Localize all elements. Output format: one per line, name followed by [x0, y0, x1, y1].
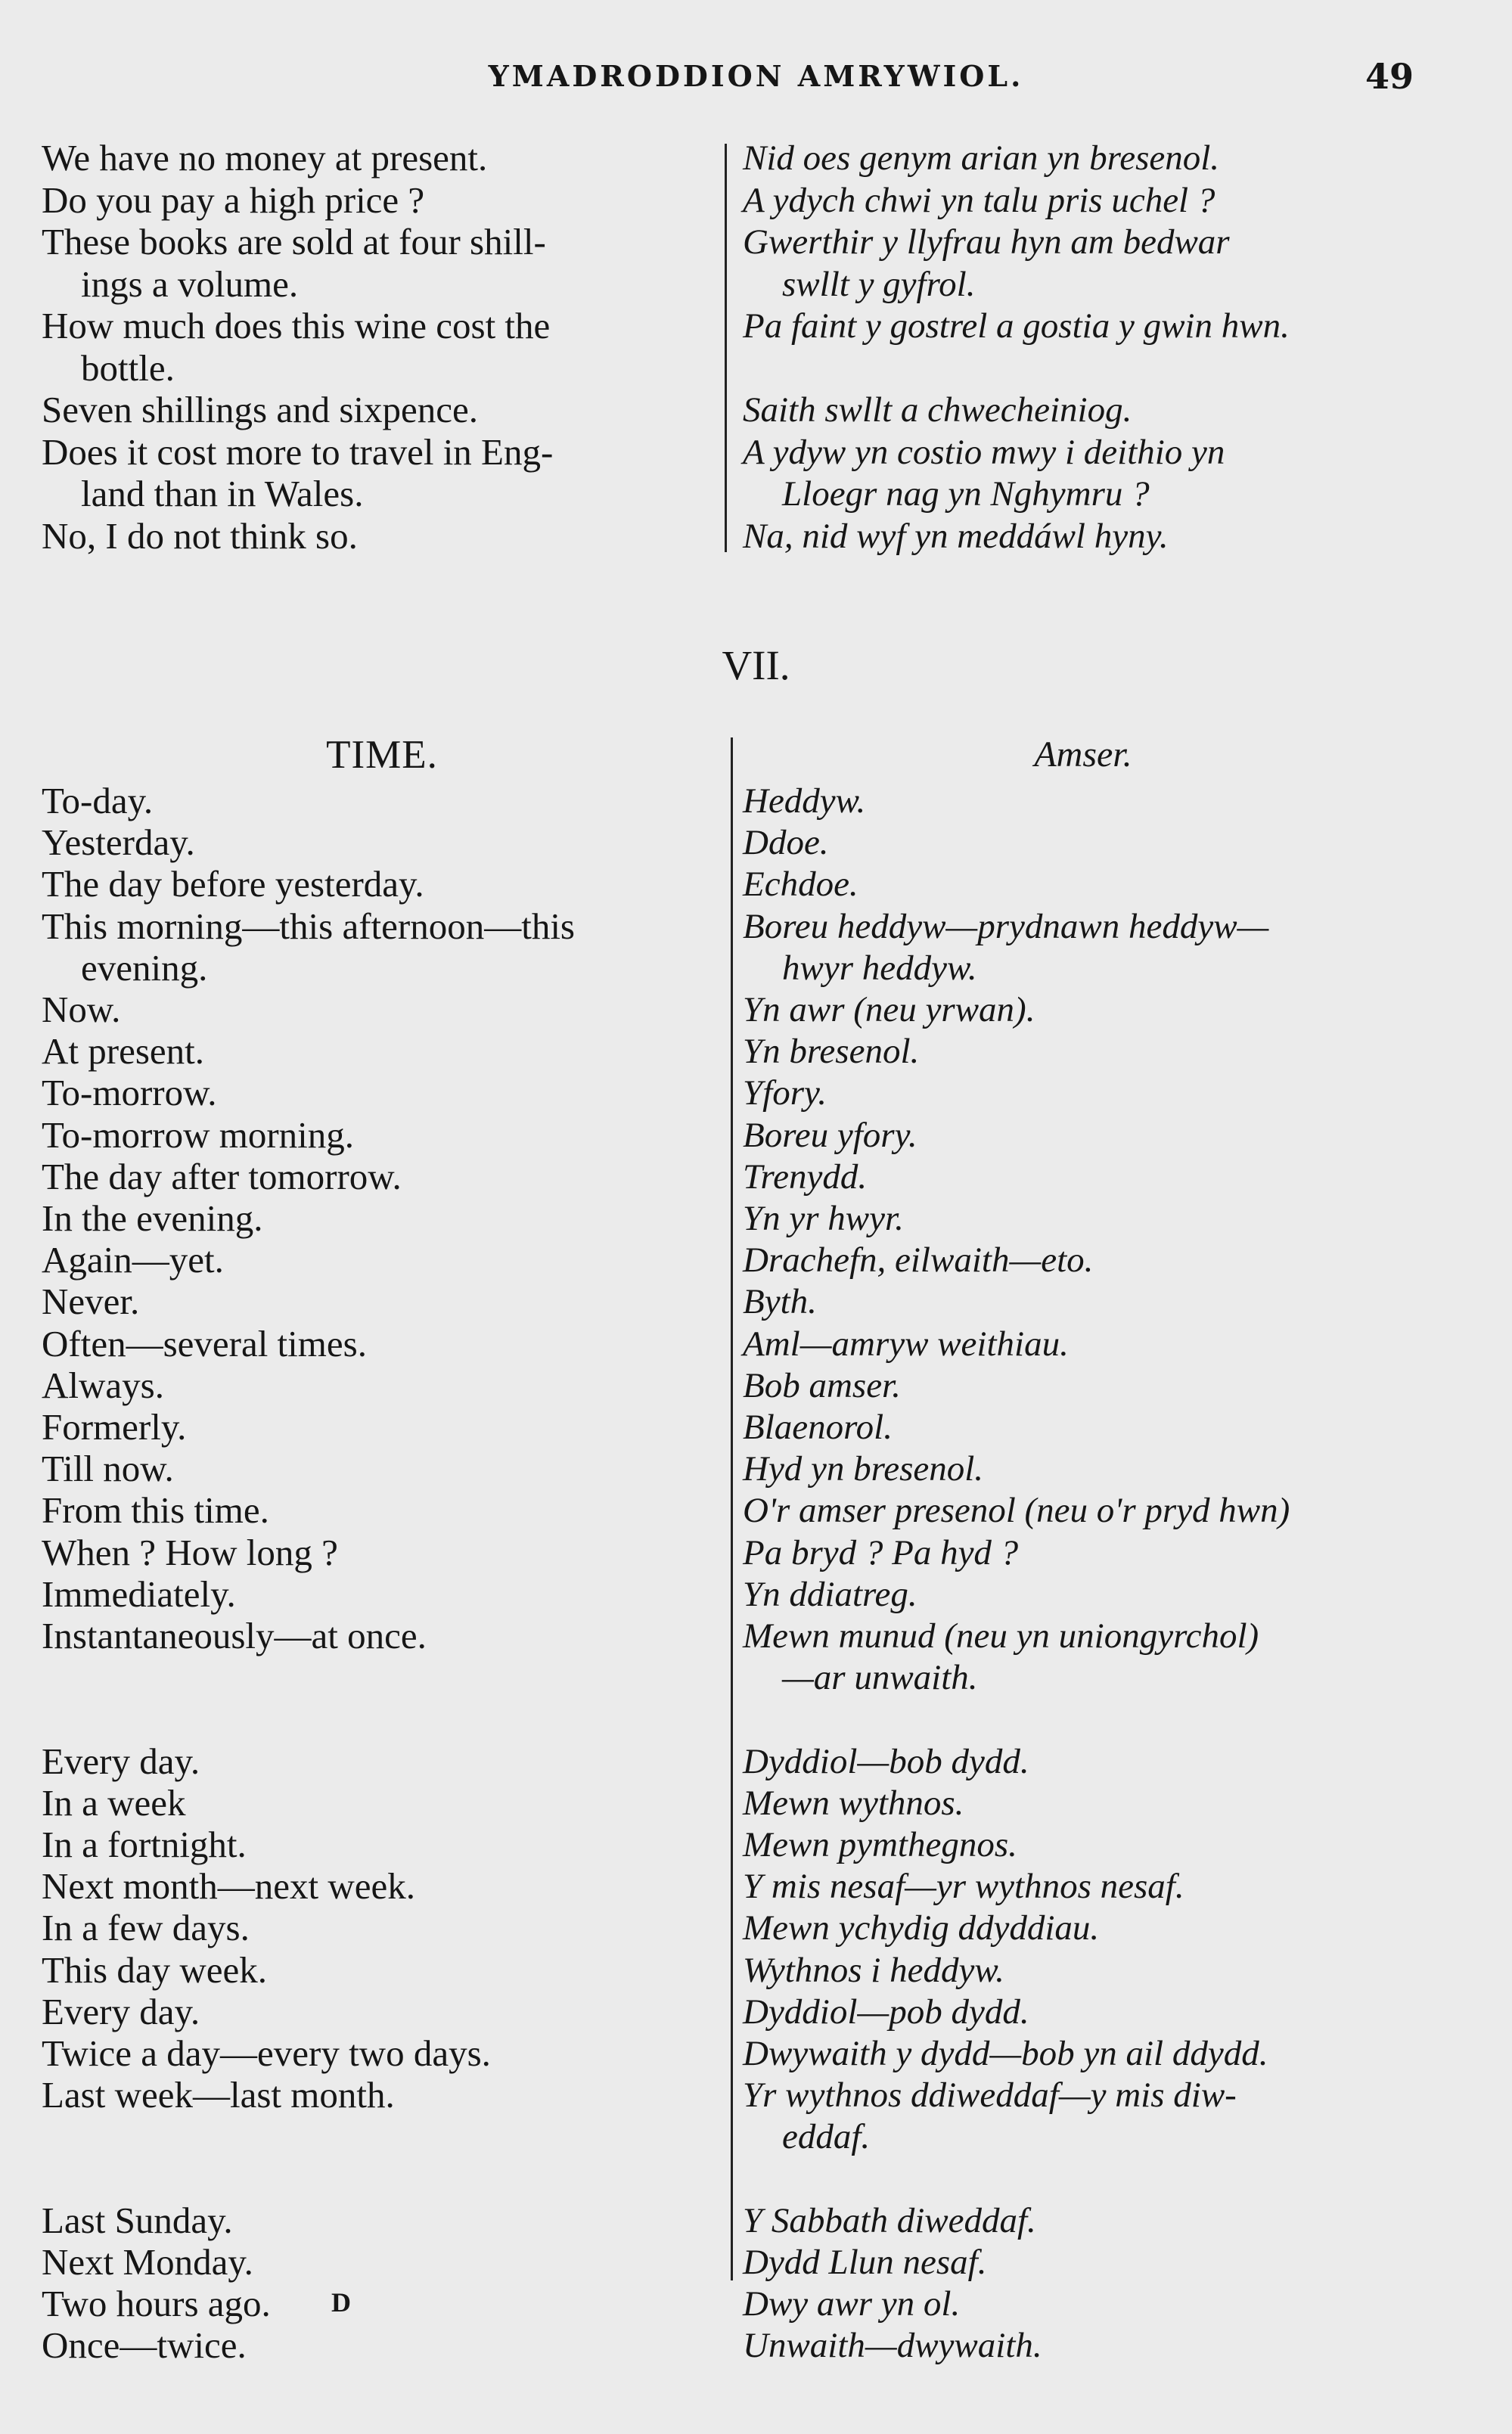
entry-line: —ar unwaith. [782, 1658, 978, 1698]
entry-line: Every day. [42, 1740, 200, 1782]
entry-line: How much does this wine cost the [42, 305, 551, 346]
entry-line: To-day. [42, 780, 154, 821]
entry-line: swllt y gyfrol. [782, 264, 976, 304]
entry-line: Dwy awr yn ol. [743, 2284, 961, 2324]
entry-line: land than in Wales. [81, 473, 364, 514]
entry-line: To-morrow. [42, 1072, 217, 1114]
entry-line: Pa bryd ? Pa hyd ? [743, 1532, 1019, 1572]
entry-line: Formerly. [42, 1406, 187, 1448]
entry-line: Na, nid wyf yn meddáwl hyny. [743, 516, 1169, 556]
entry-line: Unwaith—dwywaith. [743, 2326, 1042, 2366]
entry-line: Boreu heddyw—prydnawn heddyw— [743, 906, 1269, 946]
entry-line: In a week [42, 1781, 186, 1824]
entry-line: Yr wythnos ddiweddaf—y mis diw- [743, 2075, 1237, 2116]
entry-line: Mewn wythnos. [743, 1783, 964, 1823]
entry-line: Pa faint y gostrel a gostia y gwin hwn. [743, 306, 1290, 346]
entry-line: Yesterday. [42, 821, 195, 864]
entry-line: Now. [42, 989, 121, 1030]
entry-line: At present. [42, 1030, 204, 1073]
entry-line: Immediately. [42, 1572, 236, 1615]
entry-line: Drachefn, eilwaith—eto. [743, 1240, 1094, 1281]
entry-line: Do you pay a high price ? [42, 179, 425, 221]
entry-line: Dyddiol—bob dydd. [743, 1741, 1029, 1781]
entry-line: Mewn ychydig ddyddiau. [743, 1908, 1100, 1948]
entry-line: Boreu yfory. [743, 1115, 917, 1155]
entry-line: Aml—amryw weithiau. [743, 1324, 1069, 1364]
entry-line: Gwerthir y llyfrau hyn am bedwar [743, 222, 1230, 262]
heading-welsh: Amser. [1034, 734, 1132, 775]
entry-line: Nid oes genym arian yn bresenol. [743, 138, 1220, 178]
entry-line: From this time. [42, 1489, 269, 1532]
page-number: 49 [1365, 56, 1414, 97]
entry-line: Mewn pymthegnos. [743, 1825, 1017, 1864]
entry-line: Heddyw. [743, 781, 866, 821]
signature-mark: D [331, 2287, 351, 2318]
heading-english: TIME. [326, 733, 438, 777]
entry-line: In the evening. [42, 1197, 263, 1239]
entry-line: Dyddiol—pob dydd. [743, 1992, 1029, 2032]
entry-line: Ddoe. [743, 823, 829, 863]
entry-line: Dydd Llun nesaf. [743, 2243, 987, 2282]
entry-line: Yfory. [743, 1073, 827, 1113]
entry-line: Yn awr (neu yrwan). [743, 990, 1035, 1029]
entry-line: bottle. [81, 346, 175, 389]
entry-line: This day week. [42, 1948, 267, 1991]
entry-line: Yn ddiatreg. [743, 1574, 917, 1614]
entry-line: Dwywaith y dydd—bob yn ail ddydd. [743, 2034, 1268, 2073]
entry-line: Blaenorol. [743, 1408, 893, 1447]
entry-line: ings a volume. [81, 262, 299, 305]
entry-line: These books are sold at four shill- [42, 221, 546, 262]
entry-line: This morning—this afternoon—this [42, 905, 575, 947]
entry-line: Again—yet. [42, 1239, 224, 1281]
entry-line: We have no money at present. [42, 137, 488, 179]
entry-line: A ydyw yn costio mwy i deithio yn [743, 432, 1225, 472]
entry-line: Echdoe. [743, 865, 858, 905]
section-numeral: VII. [722, 642, 790, 688]
entry-line: Instantaneously—at once. [42, 1615, 427, 1656]
entry-line: Wythnos i heddyw. [743, 1950, 1004, 1990]
entry-line: Often—several times. [42, 1322, 367, 1364]
entry-line: Next month—next week. [42, 1865, 415, 1908]
entry-line: Last week—last month. [42, 2074, 395, 2116]
entry-line: Last Sunday. [42, 2199, 233, 2241]
entry-line: Till now. [42, 1448, 174, 1490]
entry-line: Byth. [743, 1282, 817, 1322]
column-divider [731, 737, 733, 2280]
entry-line: Once—twice. [42, 2324, 247, 2367]
entry-line: eddaf. [782, 2117, 871, 2157]
column-divider [725, 144, 727, 552]
entry-line: No, I do not think so. [42, 514, 358, 557]
entry-line: Always. [42, 1364, 164, 1406]
entry-line: To-morrow morning. [42, 1113, 355, 1156]
entry-line: hwyr heddyw. [782, 948, 977, 988]
entry-line: Never. [42, 1281, 140, 1323]
entry-line: Next Monday. [42, 2241, 253, 2283]
entry-line: O'r amser presenol (neu o'r pryd hwn) [743, 1491, 1290, 1531]
entry-line: Twice a day—every two days. [42, 2032, 491, 2074]
entry-line: Y Sabbath diweddaf. [743, 2200, 1036, 2240]
entry-line: Yn bresenol. [743, 1032, 920, 1072]
entry-line: Bob amser. [743, 1365, 901, 1405]
running-header: YMADRODDION AMRYWIOL. [488, 59, 1024, 93]
entry-line: Seven shillings and sixpence. [42, 389, 479, 430]
entry-line: Mewn munud (neu yn uniongyrchol) [743, 1616, 1259, 1656]
entry-line: The day after tomorrow. [42, 1155, 402, 1197]
entry-line: Does it cost more to travel in Eng- [42, 430, 554, 473]
entry-line: In a few days. [42, 1907, 250, 1949]
entry-line: Trenydd. [743, 1156, 868, 1197]
entry-line: Hyd yn bresenol. [743, 1449, 984, 1489]
entry-line: evening. [81, 946, 208, 989]
entry-line: A ydych chwi yn talu pris uchel ? [743, 180, 1215, 220]
entry-line: Lloegr nag yn Nghymru ? [782, 474, 1150, 514]
entry-line: When ? How long ? [42, 1531, 338, 1573]
entry-line: Yn yr hwyr. [743, 1199, 904, 1238]
entry-line: In a fortnight. [42, 1824, 247, 1865]
entry-line: The day before yesterday. [42, 863, 424, 905]
entry-line: Saith swllt a chwecheiniog. [743, 390, 1132, 430]
entry-line: Every day. [42, 1990, 200, 2032]
entry-line: Y mis nesaf—yr wythnos nesaf. [743, 1867, 1184, 1907]
entry-line: Two hours ago. [42, 2283, 271, 2325]
